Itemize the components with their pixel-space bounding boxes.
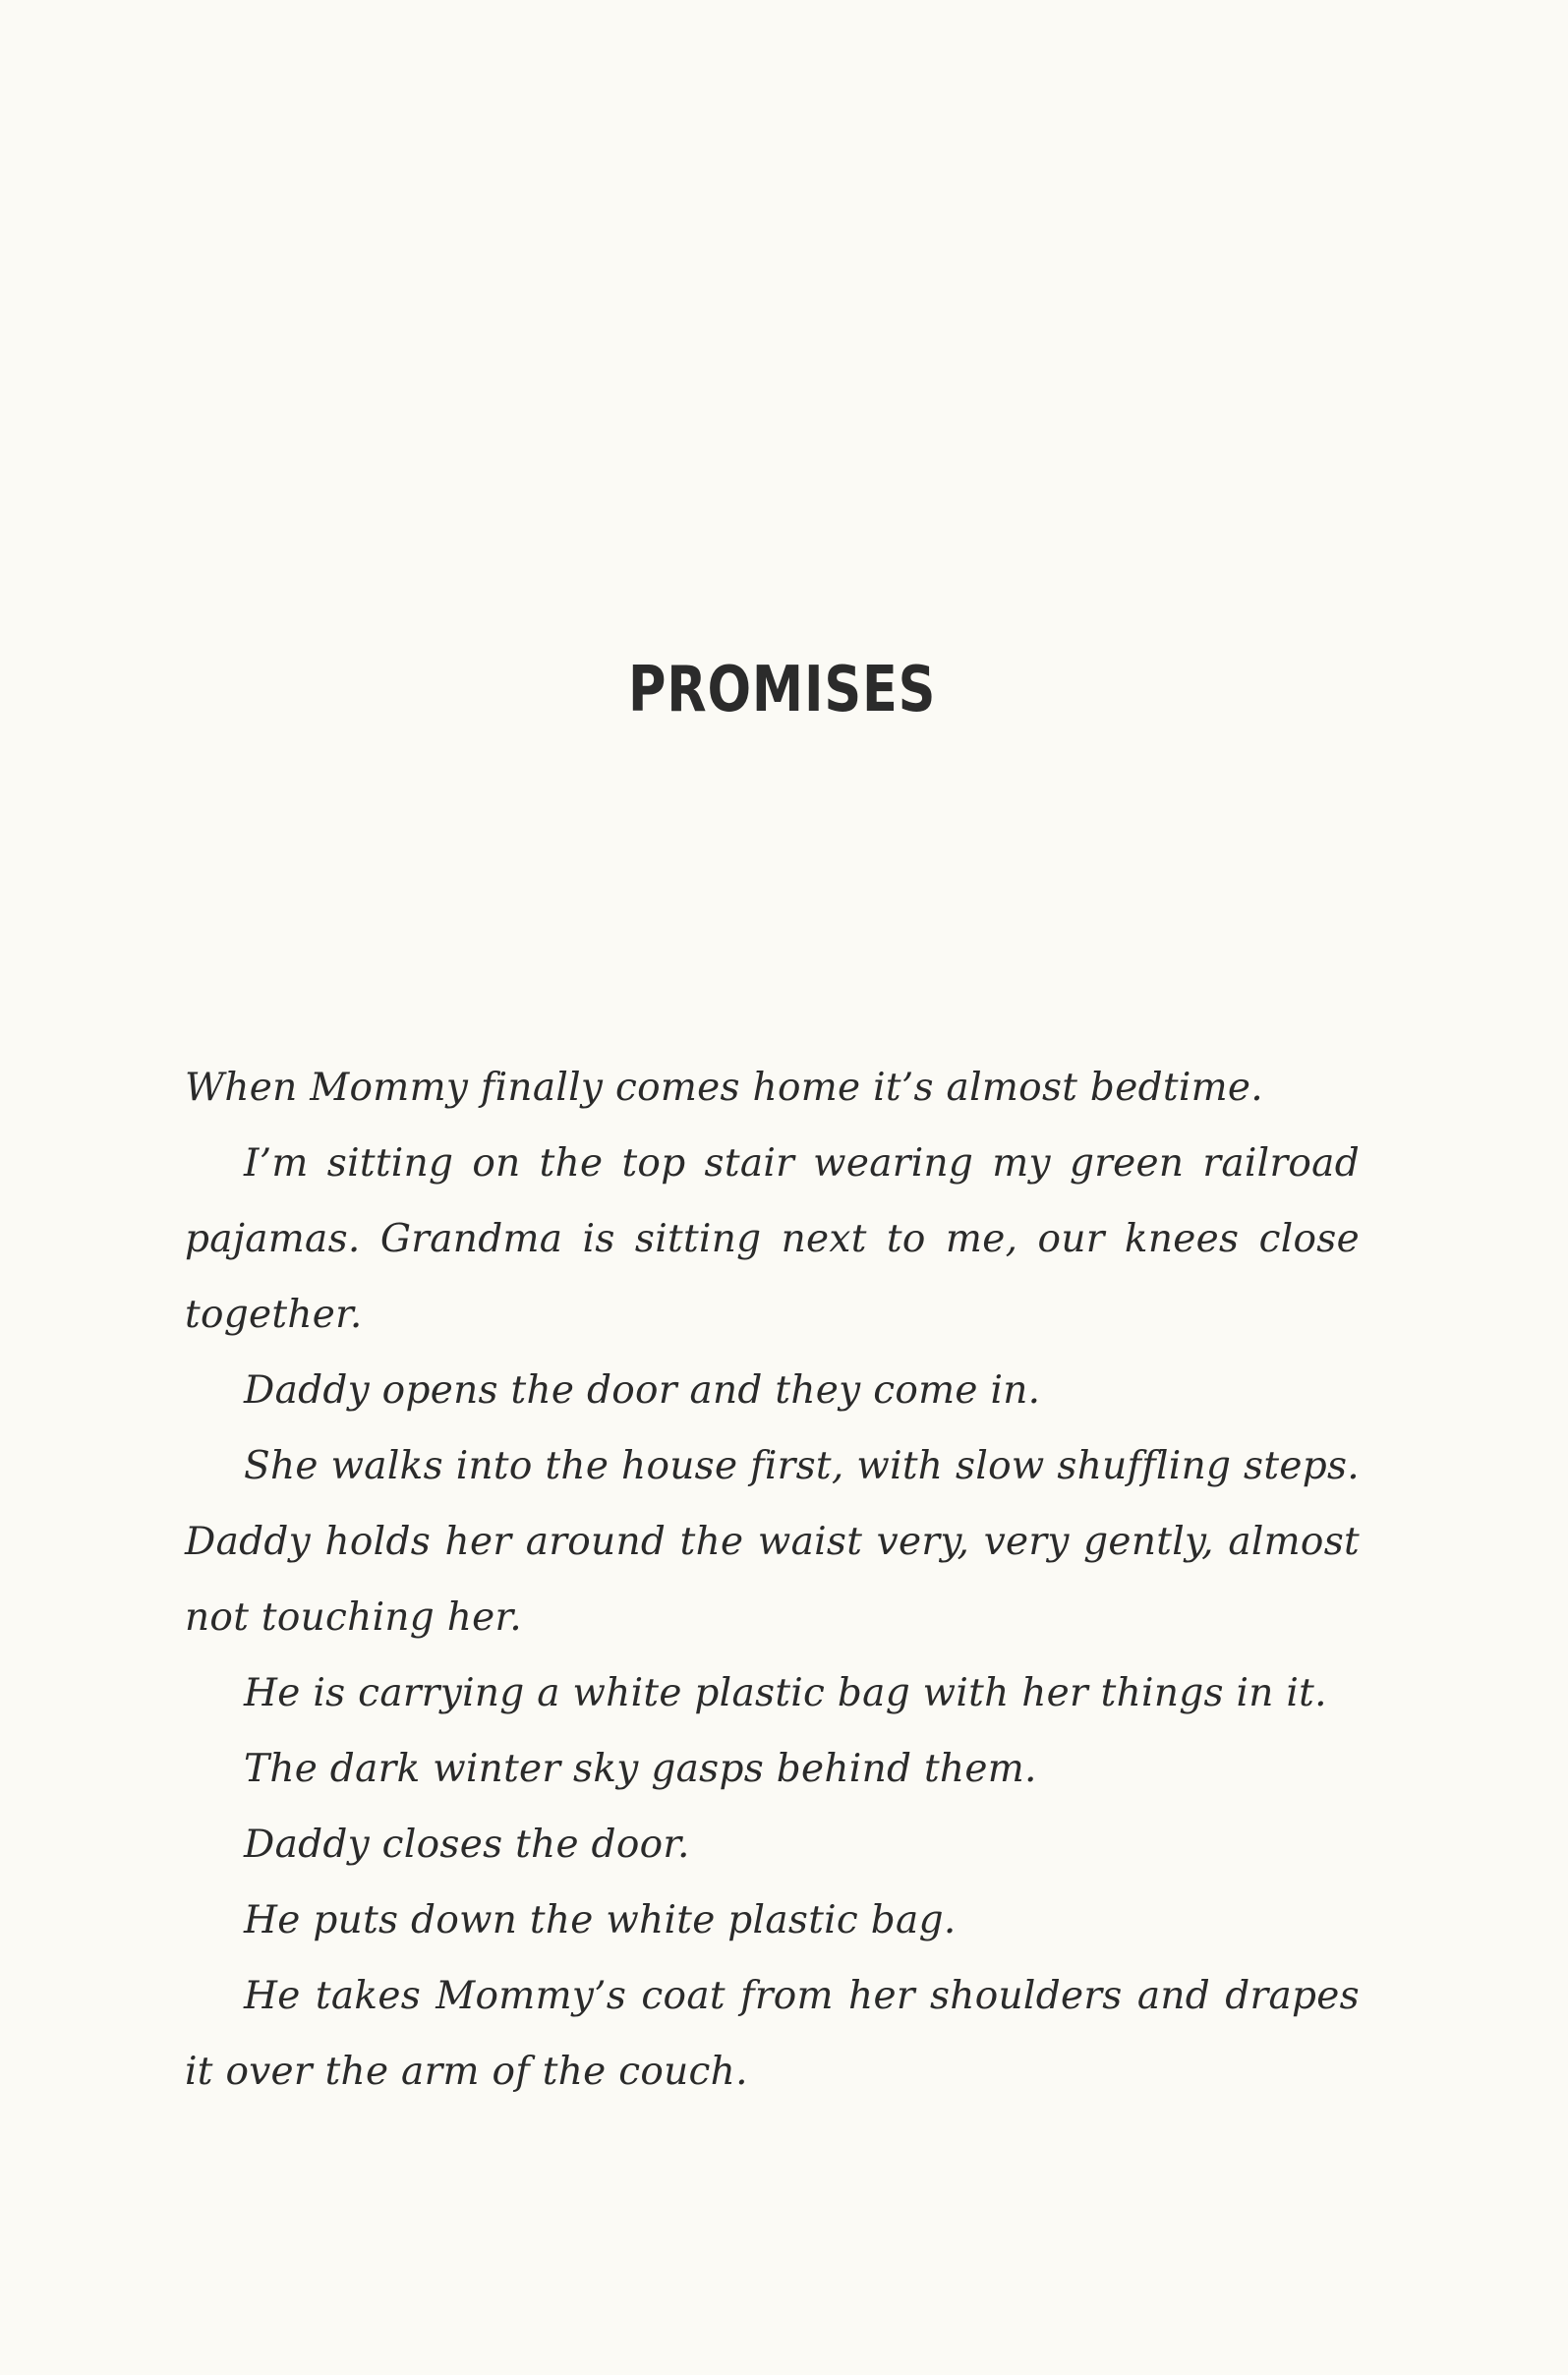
paragraph: He is carrying a white plastic bag with her things in it. (244, 1671, 1327, 1715)
paragraph: I’m sitting on the top stair wearing my green railroad pajamas. Grandma is sitting next to me, our knees close together. (185, 1141, 1360, 1337)
paragraph: She walks into the house first, with slow shuffling steps. Daddy holds her around the waist very, very gently, almost not touching her. (185, 1444, 1360, 1640)
paragraph: He puts down the white plastic bag. (244, 1898, 957, 1942)
paragraph: Daddy closes the door. (244, 1823, 690, 1867)
paragraph: The dark winter sky gasps behind them. (244, 1747, 1037, 1791)
paragraph: Daddy opens the door and they come in. (244, 1368, 1041, 1413)
chapter-body (185, 1050, 1360, 2110)
paragraph: When Mommy finally comes home it’s almost bedtime. (185, 1066, 1263, 1110)
chapter-title: PROMISES (627, 654, 937, 726)
paragraph: He takes Mommy’s coat from her shoulders and drapes it over the arm of the couch. (185, 1974, 1360, 2094)
